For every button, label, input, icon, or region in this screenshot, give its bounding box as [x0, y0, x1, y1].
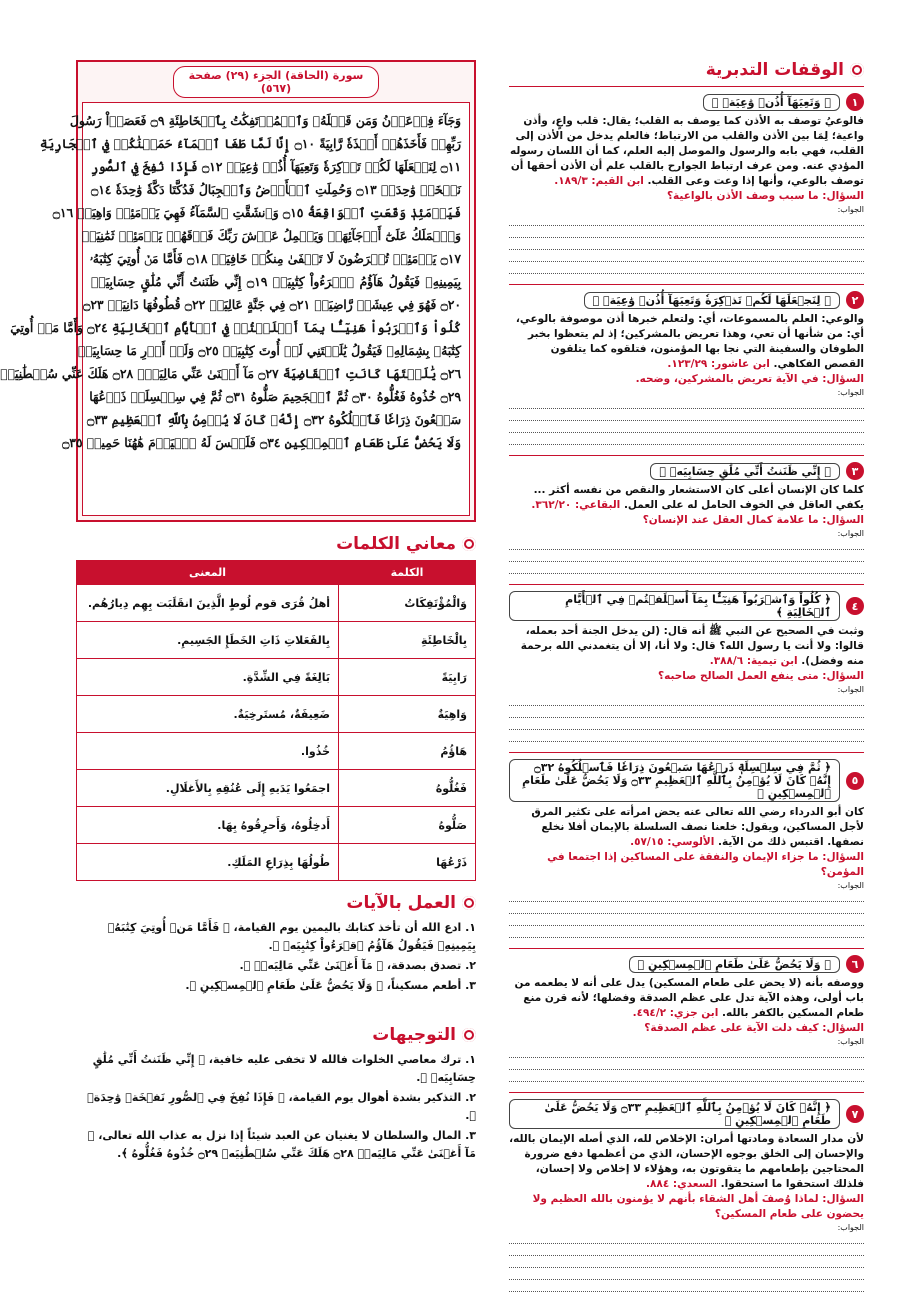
reflection-text: والوعي: العلم بالمسموعات، أي: ولتعلم خبرها أذن موصوفة بالوعي، أي: من شأنها أن تعي، وهذا تعريض بالمشركين؛ إذ لم يتعظوا بخبر الطوفان والسفينة التي نجا بها المؤمنون، فتلقوه كما يتلقون القصص الفكاهي. ابن عاشور: ١٢٣/٢٩. — [515, 313, 864, 370]
item-number: ٤ — [846, 597, 864, 615]
answer-line[interactable] — [509, 1058, 864, 1070]
reference: ابن القيم: ١٨٩/٣. — [554, 175, 644, 187]
meaning-cell: طُولُهَا بِذِرَاعِ المَلَكِ. — [77, 844, 339, 881]
word-cell: هَاؤُمُ — [339, 733, 476, 770]
answer-label: الجواب: — [837, 685, 864, 694]
question: السؤال: كيف دلت الآية على عظم الصدقة؟ — [644, 1022, 864, 1034]
mushaf-page — [0, 60, 476, 522]
reflection-text: كان أبو الدرداء رضي الله تعالى عنه يحض امرأته على تكثير المرق لأجل المساكين، ويقول: خلعنا نصف السلسلة بالإيمان أفلا نخلع نصفها. اقتبس ذلك من الآية. الألوسي: ٥٧/١٥. — [531, 806, 864, 848]
mushaf-text — [0, 102, 470, 516]
table-row — [77, 770, 476, 807]
answer-line[interactable] — [509, 409, 864, 421]
ayah-quote: ﴿ إِنِّي ظَنَنتُ أَنِّي مُلَٰقٍ حِسَابِيَهۡ ﴾ — [650, 463, 840, 480]
list-item: ٣. أطعم مسكيناً، ﴿ وَلَا يَحُضُّ عَلَىٰ طَعَامِ ٱلۡمِسۡكِينِ ﴾. — [185, 979, 476, 992]
reflection-item — [509, 284, 864, 445]
mushaf-line: سَبۡعُونَ ذِرَاعٗا فَٱسۡلُكُوهُ ۝٣٢ إِنَّهُۥ كَانَ لَا يُؤۡمِنُ بِٱللَّهِ ٱلۡعَظِيمِ ۝٣٣ — [86, 412, 461, 427]
answer-line[interactable] — [509, 214, 864, 226]
flower-icon — [850, 63, 864, 77]
reflection-text: كلما كان الإنسان أعلى كان الاستشعار والنقص من نفسه أكثر ... يكفي العاقل في الخوف الحامل له على العمل. البقاعي: ٣٦٢/٢٠. — [531, 484, 864, 511]
word-cell: وَالْمُؤْتَفِكَاتُ — [339, 585, 476, 622]
reflection-text: لأن مدار السعادة ومادتها أمران: الإخلاص لله، الذي أصله الإيمان بالله، والإحسان إلى الخلق بوجوه الإحسان، الذي من أعظمها دفع ضرورة المحتاجين بإطعامهم ما يتقوتون به، وهؤلاء لا إخلاص ولا إحسان، فلذلك استحقوا ما استحقوا. السعدي: ٨٨٤. — [509, 1133, 864, 1190]
reflection-text: فالوعيُ توصف به الأذن كما يوصف به القلب؛ يقال: قلب واعٍ، وأذن واعية؛ لِمَا بين الأذن والقلب من الارتباط؛ فالعلم يدخل من الأذن إلى القلب، فهي بابه والرسول والموصل إليه العلم، كما أن اللسان رسوله المؤدي عنه. ومن عرف ارتباط الجوارح بالقلب علم أن الأذن أحقها أن توصف بالوعي، وأنها إذا وعت وعى القلب. ابن القيم: ١٨٩/٣. — [509, 115, 864, 187]
reference: ابن جزي: ٤٩٤/٢. — [632, 1007, 719, 1019]
guidance-list — [76, 1051, 476, 1163]
meaning-cell: ضَعِيفَةٌ، مُستَرخِيَةٌ. — [77, 696, 339, 733]
ayah-quote: ﴿ كُلُواْ وَٱشۡرَبُواْ هَنِيٓـَٔۢا بِمَآ أَسۡلَفۡتُمۡ فِي ٱلۡأَيَّامِ ٱلۡخَالِيَةِ ﴾ — [509, 591, 840, 621]
answer-line[interactable] — [509, 262, 864, 274]
reference: السعدي: ٨٨٤. — [646, 1178, 717, 1190]
mushaf-line: رَبِّهِمۡ فَأَخَذَهُمۡ أَخۡذَةٗ رَّابِيَةً ۝١٠ إِنَّا لَمَّا طَغَا ٱلۡمَآءُ حَمَلۡنَٰكُمۡ فِي ٱلۡجَارِيَةِ — [39, 136, 461, 151]
answer-line[interactable] — [509, 433, 864, 445]
question: السؤال: في الآية تعريض بالمشركين، وضحه. — [635, 373, 864, 385]
words-title: معاني الكلمات — [76, 534, 476, 554]
reflections-title: الوقفات التدبرية — [509, 60, 864, 80]
list-item: ٢. التذكير بشدة أهوال يوم القيامة، ﴿ فَإِذَا نُفِخَ فِي ٱلصُّورِ نَفۡخَةٞ وَٰحِدَةٞ ﴾. — [87, 1091, 476, 1122]
item-number: ١ — [846, 93, 864, 111]
left-column — [0, 60, 476, 1165]
answer-line[interactable] — [509, 706, 864, 718]
answer-label: الجواب: — [837, 1223, 864, 1232]
answer-line[interactable] — [509, 694, 864, 706]
table-row — [77, 807, 476, 844]
answer-line[interactable] — [509, 926, 864, 938]
answer-line[interactable] — [509, 902, 864, 914]
question: السؤال: ما سبب وصف الأذن بالواعية؟ — [666, 190, 864, 202]
item-number: ٣ — [846, 462, 864, 480]
reference: الألوسي: ٥٧/١٥. — [630, 836, 715, 848]
list-item: ١. ترك معاصي الخلوات فالله لا تخفى عليه خافية، ﴿ إِنِّي ظَنَنتُ أَنِّي مُلَٰقٍ حِسَابِيَهۡ ﴾. — [92, 1053, 476, 1084]
mushaf-line: ۝٢٠ فَهُوَ فِي عِيشَةٖ رَّاضِيَةٖ ۝٢١ فِي جَنَّةٍ عَالِيَةٖ ۝٢٢ قُطُوفُهَا دَانِيَةٞ ۝٢٣ — [83, 297, 461, 312]
answer-line[interactable] — [509, 1256, 864, 1268]
reflection-item — [509, 752, 864, 938]
mushaf-line: ۝١١ لِنَجۡعَلَهَا لَكُمۡ تَذۡكِرَةٗ وَتَعِيَهَآ أُذُنٞ وَٰعِيَةٞ ۝١٢ فَإِذَا نُفِخَ فِي ٱلصُّورِ — [91, 159, 461, 174]
item-number: ٧ — [846, 1105, 864, 1123]
flower-icon — [462, 537, 476, 551]
answer-line[interactable] — [509, 250, 864, 262]
mushaf-line: كِتَٰبَهُۥ بِشِمَالِهِۦ فَيَقُولُ يَٰلَيۡتَنِي لَمۡ أُوتَ كِتَٰبِيَهۡ ۝٢٥ وَلَمۡ أَدۡرِ مَا حِسَابِيَهۡ — [77, 343, 461, 358]
col-word-header: الكلمة — [339, 561, 476, 585]
reflection-head — [509, 1099, 864, 1129]
meaning-cell: بَالِغَةً فِي الشِّدَّةِ. — [77, 659, 339, 696]
answer-line[interactable] — [509, 550, 864, 562]
mushaf-line: ۝١٧ يَوۡمَئِذٖ تُعۡرَضُونَ لَا تَخۡفَىٰ مِنكُمۡ خَافِيَةٞ ۝١٨ فَأَمَّا مَنۡ أُوتِيَ كِتَٰبَهُۥ — [89, 251, 461, 266]
word-cell: فَغُلُّوهُ — [339, 770, 476, 807]
question: السؤال: لماذا وُصفَ أهل الشقاء بأنهم لا يؤمنون بالله العظيم ولا يحضون على طعام المسكين؟ — [532, 1193, 864, 1220]
answer-label: الجواب: — [837, 205, 864, 214]
word-cell: صَلُّوهُ — [339, 807, 476, 844]
item-number: ٦ — [846, 955, 864, 973]
list-item: ٣. المال والسلطان لا يغنيان عن العبد شيئاً إذا نزل به عذاب الله تعالى، ﴿ مَآ أَغۡنَىٰ عَنِّي مَالِيَهۡۜ ۝٢٨ هَلَكَ عَنِّي سُلۡطَٰنِيَهۡ ۝٢٩ خُذُوهُ فَغُلُّوهُ ﴾. — [87, 1129, 476, 1160]
meaning-cell: أهلُ قُرَى قوم لُوطٍ الَّذِينَ انقَلَبَت بِهِم دِيارُهُم. — [77, 585, 339, 622]
mushaf-line: وَجَآءَ فِرۡعَوۡنُ وَمَن قَبۡلَهُۥ وَٱلۡمُؤۡتَفِكَٰتُ بِٱلۡخَاطِئَةِ ۝٩ فَعَصَوۡاْ رَسُولَ — [69, 113, 461, 128]
meaning-cell: بِالفَعَلاتِ ذَاتِ الخَطَإِ الجَسِيمِ. — [77, 622, 339, 659]
ayah-quote: ﴿ وَتَعِيَهَآ أُذُنٞ وَٰعِيَةٞ ﴾ — [703, 94, 840, 111]
work-list — [76, 919, 476, 995]
word-cell: رَابِيَةً — [339, 659, 476, 696]
mushaf-line: ۝٢٩ خُذُوهُ فَغُلُّوهُ ۝٣٠ ثُمَّ ٱلۡجَحِيمَ صَلُّوهُ ۝٣١ ثُمَّ فِي سِلۡسِلَةٖ ذَرۡعُهَا — [89, 389, 461, 404]
ayah-quote: ﴿ وَلَا يَحُضُّ عَلَىٰ طَعَامِ ٱلۡمِسۡكِينِ ﴾ — [629, 956, 840, 973]
ayah-quote: ﴿ ثُمَّ فِي سِلۡسِلَةٖ ذَرۡعُهَا سَبۡعُونَ ذِرَاعٗا فَٱسۡلُكُوهُ ۝٣٢ إِنَّهُۥ كَانَ لَا يُؤۡمِنُ بِٱللَّهِ ٱلۡعَظِيمِ ۝٣٣ وَلَا يَحُضُّ عَلَىٰ طَعَامِ ٱلۡمِسۡكِينِ ﴾ — [509, 759, 840, 802]
answer-line[interactable] — [509, 718, 864, 730]
mushaf-line: ۝٢٦ يَٰلَيۡتَهَا كَانَتِ ٱلۡقَاضِيَةَ ۝٢٧ مَآ أَغۡنَىٰ عَنِّي مَالِيَهۡۜ ۝٢٨ هَلَكَ عَنِّي سُلۡطَٰنِيَهۡ — [0, 366, 461, 381]
answer-line[interactable] — [509, 538, 864, 550]
answer-line[interactable] — [509, 1268, 864, 1280]
question: السؤال: متى ينفع العمل الصالح صاحبه؟ — [658, 670, 864, 682]
reflection-item — [509, 86, 864, 274]
meaning-cell: خُذُوا. — [77, 733, 339, 770]
list-item: ١. ادع الله أن تأخذ كتابك باليمين يوم القيامة، ﴿ فَأَمَّا مَنۡ أُوتِيَ كِتَٰبَهُۥ بِيَمِينِهِۦ فَيَقُولُ هَآؤُمُ ٱقۡرَءُواْ كِتَٰبِيَهۡ ﴾. — [107, 921, 476, 952]
answer-line[interactable] — [509, 1046, 864, 1058]
reflection-text: وثبت في الصحيح عن النبي ﷺ أنه قال: (لن يدخل الجنة أحد بعمله، قالوا: ولا أنت يا رسول الله؟ قال: ولا أنا، إلا أن يتغمدني الله برحمة منه وفضل). ابن تيمية: ٣٨٨/٦. — [520, 625, 864, 667]
answer-line[interactable] — [509, 1244, 864, 1256]
mushaf-line: بِيَمِينِهِۦ فَيَقُولُ هَآؤُمُ ٱقۡرَءُواْ كِتَٰبِيَهۡ ۝١٩ إِنِّي ظَنَنتُ أَنِّي مُلَٰقٍ حِسَابِيَهۡ — [91, 274, 461, 289]
table-row — [77, 696, 476, 733]
mushaf-line: فَيَوۡمَئِذٖ وَقَعَتِ ٱلۡوَاقِعَةُ ۝١٥ وَٱنشَقَّتِ ٱلسَّمَآءُ فَهِيَ يَوۡمَئِذٖ وَاهِيَةٞ ۝١٦ — [52, 205, 461, 220]
question: السؤال: ما جزاء الإيمان والنفقة على المساكين إذا اجتمعا في المؤمن؟ — [547, 851, 864, 878]
mushaf-line: وَلَا يَحُضُّ عَلَىٰ طَعَامِ ٱلۡمِسۡكِينِ ۝٣٤ فَلَيۡسَ لَهُ ٱلۡيَوۡمَ هَٰهُنَا حَمِيمٞ ۝٣٥ — [62, 435, 461, 450]
col-meaning-header: المعنى — [77, 561, 339, 585]
answer-line[interactable] — [509, 730, 864, 742]
answer-label: الجواب: — [837, 388, 864, 397]
answer-line[interactable] — [509, 397, 864, 409]
reflection-item — [509, 948, 864, 1082]
item-number: ٥ — [846, 772, 864, 790]
reference: ابن تيمية: ٣٨٨/٦. — [709, 655, 798, 667]
word-cell: وَاهِيَةٌ — [339, 696, 476, 733]
table-row — [77, 622, 476, 659]
reflection-head — [509, 291, 864, 309]
answer-label: الجواب: — [837, 1037, 864, 1046]
guidance-title: التوجيهات — [76, 1025, 476, 1045]
mushaf-line: كُلُواْ وَٱشۡرَبُواْ هَنِيٓـَٔۢا بِمَآ أَسۡلَفۡتُمۡ فِي ٱلۡأَيَّامِ ٱلۡخَالِيَةِ ۝٢٤ وَأَمَّا مَنۡ أُوتِيَ — [10, 320, 461, 335]
flower-icon — [462, 1028, 476, 1042]
table-row — [77, 659, 476, 696]
work-title: العمل بالآيات — [76, 893, 476, 913]
answer-line[interactable] — [509, 1070, 864, 1082]
meaning-cell: أَدخِلُوهُ، وَأَحرِقُوهُ بِهَا. — [77, 807, 339, 844]
table-row — [77, 733, 476, 770]
answer-line[interactable] — [509, 914, 864, 926]
reference: البقاعي: ٣٦٢/٢٠. — [531, 499, 621, 511]
word-cell: بِالْخَاطِئَةِ — [339, 622, 476, 659]
mushaf-header: سورة (الحاقة) الجزء (٢٩) صفحة (٥٦٧) — [173, 66, 379, 98]
reflection-item — [509, 1092, 864, 1292]
answer-line[interactable] — [509, 1280, 864, 1292]
reflection-text: ووصفه بأنه (لا يحض على طعام المسكين) يدل على أنه لا يطعمه من باب أولى، وهذه الآية تدل على عظم الصدقة وفضلها؛ لأنه قرن منع طعام المسكين بالكفر بالله. ابن جزي: ٤٩٤/٢. — [514, 977, 864, 1019]
reflection-head — [509, 759, 864, 802]
list-item: ٢. تصدق بصدقة، ﴿ مَآ أَغۡنَىٰ عَنِّي مَالِيَهۡۜ ﴾. — [239, 959, 476, 972]
meaning-cell: اجمَعُوا يَدَيهِ إِلَى عُنُقِهِ بِالأَغلَالِ. — [77, 770, 339, 807]
ayah-quote: ﴿ لِنَجۡعَلَهَا لَكُمۡ تَذۡكِرَةٗ وَتَعِيَهَآ أُذُنٞ وَٰعِيَةٞ ﴾ — [584, 292, 840, 309]
reflection-head — [509, 955, 864, 973]
answer-line[interactable] — [509, 890, 864, 902]
words-table — [76, 560, 476, 881]
reflection-head — [509, 462, 864, 480]
ayah-quote: ﴿ إِنَّهُۥ كَانَ لَا يُؤۡمِنُ بِٱللَّهِ ٱلۡعَظِيمِ ۝٣٣ وَلَا يَحُضُّ عَلَىٰ طَعَامِ ٱلۡمِسۡكِينِ ﴾ — [509, 1099, 840, 1129]
reflection-head — [509, 93, 864, 111]
reflection-list — [509, 86, 864, 1292]
answer-label: الجواب: — [837, 529, 864, 538]
reflection-head — [509, 591, 864, 621]
mushaf-line: نَفۡخَةٞ وَٰحِدَةٞ ۝١٣ وَحُمِلَتِ ٱلۡأَرۡضُ وَٱلۡجِبَالُ فَدُكَّتَا دَكَّةٗ وَٰحِدَةٗ ۝١٤ — [91, 182, 461, 197]
reference: ابن عاشور: ١٢٣/٢٩. — [667, 358, 770, 370]
question: السؤال: ما علامة كمال العقل عند الإنسان؟ — [642, 514, 864, 526]
answer-line[interactable] — [509, 1232, 864, 1244]
mushaf-line: وَٱلۡمَلَكُ عَلَىٰٓ أَرۡجَآئِهَاۚ وَيَحۡمِلُ عَرۡشَ رَبِّكَ فَوۡقَهُمۡ يَوۡمَئِذٖ ثَمَٰنِيَةٞ — [81, 228, 461, 243]
table-row — [77, 585, 476, 622]
answer-line[interactable] — [509, 421, 864, 433]
item-number: ٢ — [846, 291, 864, 309]
reflection-item — [509, 584, 864, 742]
flower-icon — [462, 896, 476, 910]
word-cell: ذَرْعُهَا — [339, 844, 476, 881]
table-row — [77, 844, 476, 881]
reflection-item — [509, 455, 864, 574]
answer-label: الجواب: — [837, 881, 864, 890]
reflections-column — [509, 60, 864, 1302]
answer-line[interactable] — [509, 562, 864, 574]
answer-line[interactable] — [509, 238, 864, 250]
answer-line[interactable] — [509, 226, 864, 238]
